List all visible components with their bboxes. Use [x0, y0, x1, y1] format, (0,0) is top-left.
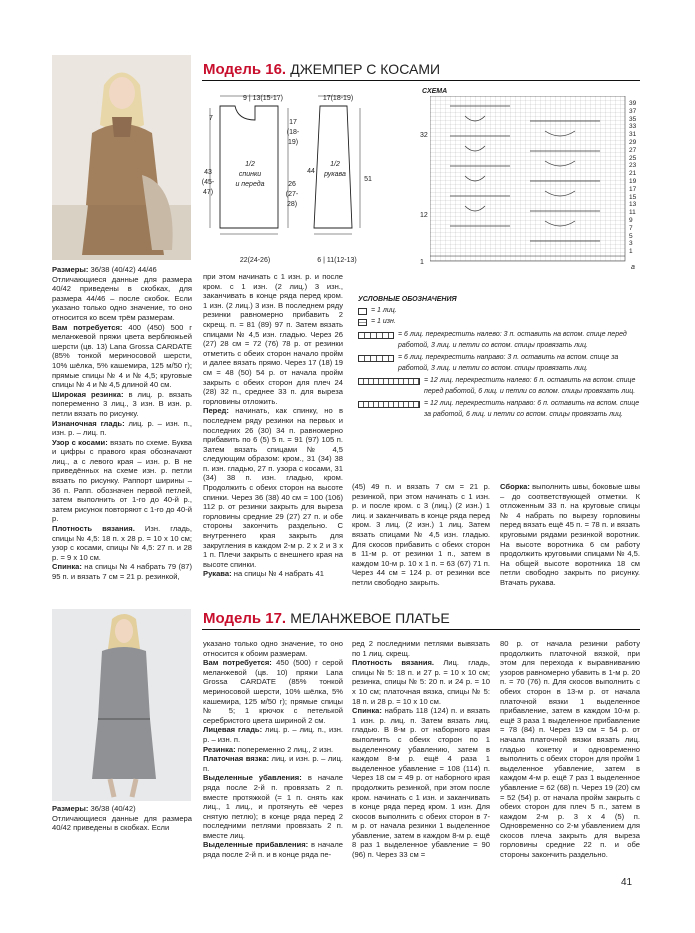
- m16-gauge: Плотность вязания. Изн. гладь, спицы № 4,5: 18 п. х 28 р. = 10 х 10 см; узор с косами, спицы № 4,5: 27 п. и 28 р. = 9 х 10 см.: [52, 524, 193, 562]
- m16-rib: Широкая резинка: в лиц. р. вязать попеременно 3 лиц., 3 изн. В изн. р. петли вязать по рисунку.: [52, 389, 192, 418]
- legend-purl-symbol: [358, 319, 367, 326]
- model16-col4-text: [500, 482, 640, 588]
- model17-photo-art: [52, 609, 191, 801]
- m16-assembly: Сборка: выполнить швы, боковые швы – до соответствующей отметки. К отложенным 33 п. на круговые спицы № 4 набрать по вырезу горловины перед вязать ещё 45 п. = 78 п. и вязать круговыми рядами резинкой воротник. На высоте воротника 6 см работу продолжить круговыми спицами № 4,5. На общей высоте воротника 18 см петли свободно закрыть по рисунку. Втачать рукава.: [500, 482, 640, 587]
- legend-item-knit: = 1 лиц.: [358, 306, 640, 317]
- dim-17: 17 (18-19): [286, 119, 300, 146]
- dim-44: 44: [307, 168, 315, 175]
- m17-materials: Вам потребуется: 450 (500) г серой меланжевой (цв. 10) пряжи Lana Grossa CARDATE (85% тонкой мериносовой шерсти, 10% шёлка, 5% кашемира, 125 м/50 г); прямые спицы № 5; 1 крючок с петелькой серебристого цвета шириной 2 см.: [203, 658, 343, 725]
- m17-gauge: Плотность вязания. Лиц. гладь, спицы № 5: 18 п. и 27 р. = 10 х 10 см; резинка, спицы № 5: 20 п. и 24 р. = 10 х 10 см; платочная вязка, спицы № 5: 18 п. и 28 р. = 10 х 10 см.: [352, 658, 490, 706]
- model17-title: [203, 609, 450, 628]
- model16-col3-text: [352, 482, 490, 588]
- m17-sizes-cont: указано только одно значение, то оно относится к обоим размерам.: [203, 639, 343, 658]
- dim-7: 7: [209, 115, 213, 122]
- legend-list: [358, 306, 640, 420]
- dim-bottom-left: 22(24-26): [239, 257, 271, 264]
- m16-rev-stockinette: Изнаночная гладь: лиц. р. – изн. п., изн. р. – лиц. п.: [52, 418, 192, 438]
- dim-26: 26 (27-28): [285, 181, 299, 208]
- page-number: 41: [621, 877, 633, 888]
- model16-name: ДЖЕМПЕР С КОСАМИ: [290, 61, 441, 77]
- m16-sleeves: Рукава: на спицы № 4 набрать 41: [203, 569, 324, 579]
- legend-title: УСЛОВНЫЕ ОБОЗНАЧЕНИЯ: [358, 296, 457, 303]
- legend-item-c12l: = 12 лиц. перекрестить налево: 6 п. оставить на вспом. спице перед работой, 6 лиц. и петли со вспом. спицы провязать лиц.: [358, 376, 640, 397]
- schema-title: СХЕМА: [422, 88, 448, 95]
- m17-increases: Выделенные прибавления: в начале ряда после 2-й п. и в конце ряда пе-: [203, 840, 343, 860]
- m17-sizes: Размеры: 36/38 (40/42): [52, 804, 136, 813]
- m16-sizes: Размеры: 36/38 (40/42) 44/46: [52, 265, 157, 274]
- m16-materials: Вам потребуется: 400 (450) 500 г меланжевой пряжи цвета верблюжьей шерсти (цв. 13) Lana Grossa CARDATE (85% тонкой мериносовой шерсти, 10% шёлка, 5% кашемира, 125 м/50 г); прямые спицы № 4 и № 4,5; круговые спицы № 4 и № 4,5 длиной 40 см.: [52, 322, 192, 390]
- model16-label: Модель 16.: [203, 61, 287, 78]
- schema-left-12: 12: [420, 212, 428, 219]
- legend-item-purl: = 1 изн.: [358, 317, 640, 328]
- model16-left-text: [52, 265, 192, 582]
- legend-item-c12r: = 12 лиц. перекрестить направо: 6 п. оставить на вспом. спице за работой, 6 лиц. и петли со вспом. спицы провязать лиц.: [358, 399, 640, 420]
- schema-left-1: 1: [420, 259, 424, 266]
- model16-photo: [52, 55, 191, 260]
- dim-bottom-right: 6 | 11(12-13): [317, 257, 357, 264]
- model17-rule: [202, 629, 640, 630]
- back-front-label: 1/2 спинки и переда: [235, 161, 265, 188]
- model17-col3-text: [352, 639, 490, 860]
- m17-decreases: Выделенные убавления: в начале ряда после 2-й п. провязать 2 п. вместе протяжкой (= 1 п. снять как лиц., 1 лиц., и протянуть её через снятую петлю); в конце ряда перед 2 последними петлями провязать 2 п. вместе лиц.: [203, 773, 343, 840]
- model16-title: [203, 60, 440, 79]
- legend-knit-symbol: [358, 308, 367, 315]
- cable-chart-grid: [430, 96, 630, 266]
- legend-c12l-symbol: [358, 378, 420, 385]
- model16-photo-art: [52, 55, 191, 260]
- legend-item-c6r: = 6 лиц. перекрестить направо: 3 п. оставить на вспом. спице за работой, 3 лиц. и петли со вспом. спицы провязать лиц.: [358, 353, 640, 374]
- model17-col4-text: [500, 639, 640, 860]
- top-rule: [202, 80, 640, 81]
- m17-stockinette: Лицевая гладь: лиц. р. – лиц. п., изн. р. – изн. п.: [203, 725, 343, 744]
- dim-51: 51: [364, 176, 372, 183]
- dim-top-right: 17(18-19): [322, 95, 354, 102]
- model17-name: МЕЛАНЖЕВОЕ ПЛАТЬЕ: [290, 610, 450, 626]
- m16-sizes-note: Отличающиеся данные для размера 40/42 приведены в скобках, для размера 44/46 – после скобок. Если указано только одно значение, то оно относится ко всем трём размерам.: [52, 274, 192, 322]
- m17-rib: Резинка: попеременно 2 лиц., 2 изн.: [203, 744, 334, 754]
- m16-back-cont: при этом начинать с 1 изн. р. и после кром. с 1 изн. (2 лиц.) 3 изн., заканчивать в конце ряда перед кром. 1 изн. (2 лиц.) 3 изн. В последнем ряду резинки равномерно прибавить 2 скрещ. п. = 81 (89) 97 п. Затем вязать спицами № 4,5 изн. гладью. Через 26 (27) 28 см = 72 (76) 78 р. от резинки отметить с обеих сторон начало пройм и далее вязать прямо. Через 17 (18) 19 см = 48 (50) 54 р. от начала пройм закрыть с обеих сторон для плеч 24 (28) 32 п., среднее 33 п. для выреза горловины отложить.: [203, 272, 343, 406]
- legend-c12r-symbol: [358, 401, 420, 408]
- legend-c6r-symbol: [358, 355, 394, 362]
- schema-rapport-a: a: [631, 264, 635, 271]
- schema-left-32: 32: [420, 132, 428, 139]
- m17-garter: Платочная вязка: лиц. и изн. р. – лиц. п.: [203, 754, 343, 773]
- m16-sleeves-cont: (45) 49 п. и вязать 7 см = 21 р. резинкой, при этом начинать с 1 изн. р. и после кром. с 3 (лиц.) (2 изн.) 1 лиц. и заканчивать в конце ряда перед кром. 3 лиц. (2 изн.) 1 лиц. Затем вязать спицами № 4,5 изн. гладью. Для скосов прибавить с обеих сторон в 11-м р. от резинки 1 п., затем в каждом 10-м р. 10 х 1 п. = 63 (67) 71 п. Через 44 см = 124 р. от резинки все петли свободно закрыть.: [352, 482, 490, 587]
- model17-left-text: [52, 804, 192, 833]
- sleeve-label: 1/2 рукава: [324, 161, 346, 178]
- m17-sizes-note: Отличающиеся данные для размера 40/42 приведены в скобках. Если: [52, 813, 192, 833]
- legend-c6l-symbol: [358, 332, 394, 339]
- m16-cable-pattern: Узор с косами: вязать по схеме. Буква и цифры с правого края обозначают лиц., а с левого края – изн. р. В не приведённых на схеме изн. р. петли вязать по рисунку. Раппорт ширины – 36 п. Рапп. обозначен первой петлей, затем выполнить от 1-го до 40-й р., затем рисунок повторяют с 1-го до 40-й р.: [52, 437, 192, 524]
- schema-right-numbers: 39 37 35 33 31 29 27 25 23 21 19 17 15 13 11 9 7 5 3 1: [629, 100, 637, 256]
- model16-mid-text: [203, 272, 343, 579]
- dim-top-left: 9 | 13(15-17): [243, 95, 283, 102]
- m17-back-cont: 80 р. от начала резинки работу продолжить платочной вязкой, при этом для перехода к выравниванию узоров равномерно убавить в 1-м р. 20 п. = 70 (76) п. Для скосов выполнить с обеих сторон в 13-м р. от начала платочной вязки 1 выделенное прибавление, затем в каждом 10-м р. ещё 3 раза 1 выделенное прибавление = 78 (84) п. Через 19 см = 54 р. от начала платочной вязки вязать лиц. гладью кокетку и одновременно выполнить с обеих сторон для пройм 1 выделенное убавление, затем в каждом 4-м р. ещё 7 раз 1 выделенное убавление = 62 (68) п. Через 19 (20) см = 52 (54) р. от начала пройм закрыть с обеих сторон для плеч 5 п., затем в каждом 2-м р. 3 х 4 (5) п. Одновременно со 2-м убавлением для скосов плеча закрыть для выреза горловины средние 22 п. и обе стороны закончить раздельно.: [500, 639, 640, 860]
- m16-front: Перед: начинать, как спинку, но в последнем ряду резинки на первых и последних 26 (30) 34 п. равномерно прибавить по 6 (5) 5 п. = 91 (97) 105 п. Затем вязать спицами № 4,5 следующим образом: кром., 31 (34) 38 п. изн. гладью, 27 п. узора с косами, 31 (34) 38 п. изн. гладью, кром. Продолжить с обеих сторон на высоте спинки. Через 36 (38) 40 см = 100 (106) 112 р. от резинки закрыть для выреза горловины средние 29 (27) 27 п. и обе стороны закончить раздельно. С внутреннего края закрыть для закругления в каждом 2-м р. 2 х 2 и 3 х 1 п. Плечи закрыть с внешнего края на высоте спинки.: [203, 406, 343, 569]
- m17-back: Спинка: набрать 118 (124) п. и вязать 1 изн. р. лиц. п. Затем вязать лиц. гладью. В 8-м р. от наборного края выполнить с обеих сторон по 1 выделенному убавлению, затем в каждом 8-м р. ещё 4 раза 1 выделенное убавление = 108 (114) п. Через 18 см = 49 р. от наборного края продолжить резинкой, при этом после кром. начинать с 1 изн. и заканчивать в конце ряда перед кром. 1 изн. Для скосов выполнить с обеих сторон в 7-м р. от начала резинки 1 выделенное убавление, затем в каждом 8-м р. ещё 8 раз 1 выделенное убавление = 90 (96) п. Через 33 см =: [352, 706, 490, 860]
- m17-incr-cont: ред 2 последними петлями вывязать по 1 лиц. скрещ.: [352, 639, 490, 658]
- model17-photo: [52, 609, 191, 801]
- legend-item-c6l: = 6 лиц. перекрестить налево: 3 п. оставить на вспом. спице перед работой, 3 лиц. и петли со вспом. спицы провязать лиц.: [358, 330, 640, 351]
- dim-left-43: 43 (45-47): [201, 169, 215, 196]
- m16-back: Спинка: на спицы № 4 набрать 79 (87) 95 п. и вязать 7 см = 21 р. резинкой,: [52, 562, 192, 581]
- model17-label: Модель 17.: [203, 610, 287, 627]
- model17-col2-text: [203, 639, 343, 860]
